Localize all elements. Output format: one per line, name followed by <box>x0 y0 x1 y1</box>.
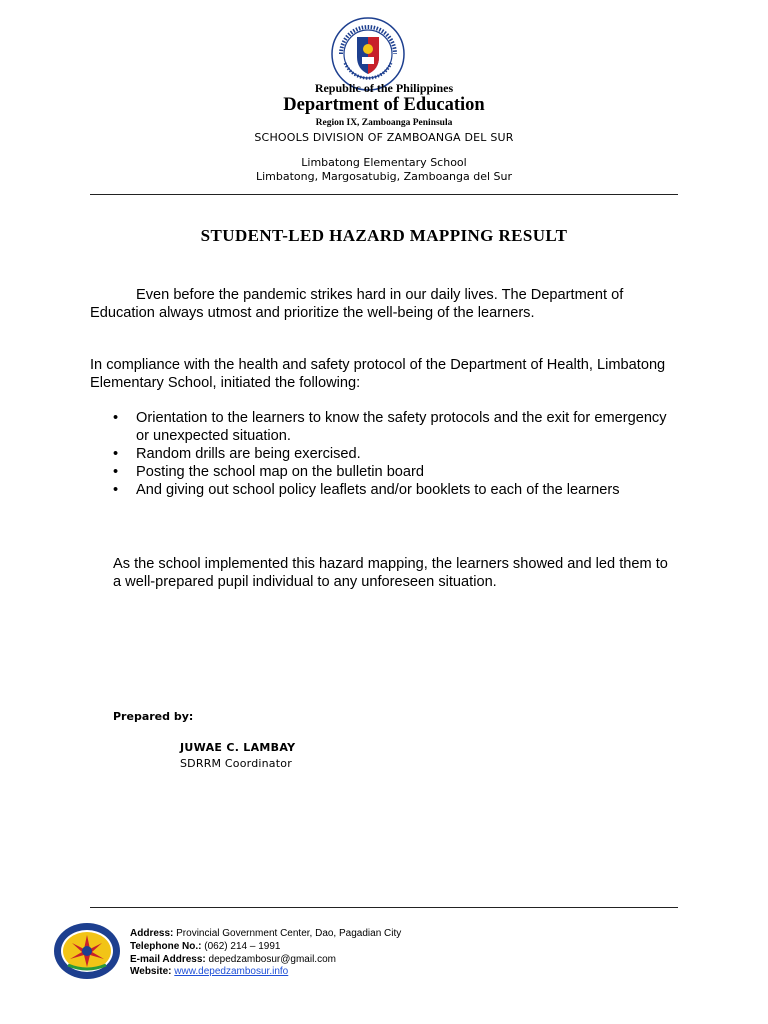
paragraph-intro <box>90 286 680 322</box>
phone-label: Telephone No.: <box>130 941 202 952</box>
department-name: Department of Education <box>283 95 485 115</box>
paragraph-intro-text: Even before the pandemic strikes hard in our daily lives. The Department of Education always utmost and prioritize the well-being of the learners. <box>90 287 624 321</box>
footer-website <box>130 965 288 978</box>
footer-phone <box>130 940 280 953</box>
website-label: Website: <box>130 966 172 977</box>
address-label: Address: <box>130 928 174 939</box>
signer-title: SDRRM Coordinator <box>180 757 292 770</box>
address-value: Provincial Government Center, Dao, Pagadian City <box>176 928 402 939</box>
header-divider <box>90 194 678 195</box>
signer-name: JUWAE C. LAMBAY <box>180 741 296 754</box>
prepared-by-label: Prepared by: <box>113 710 194 723</box>
bullet-icon: • <box>113 464 119 480</box>
phone-value: (062) 214 – 1991 <box>204 941 281 952</box>
paragraph-conclusion: As the school implemented this hazard mapping, the learners showed and led them to a well-prepared pupil individual to any unforeseen situation. <box>113 556 668 590</box>
bullet-icon: • <box>113 410 119 426</box>
footer-address <box>130 927 401 940</box>
region-line: Region IX, Zamboanga Peninsula <box>315 118 453 128</box>
website-link[interactable]: www.depedzambosur.info <box>174 966 289 977</box>
bullet-icon: • <box>113 446 119 462</box>
measures-list <box>113 409 673 499</box>
list-item <box>113 463 673 481</box>
list-item <box>113 409 673 445</box>
division-logo <box>52 921 122 981</box>
list-item <box>113 445 673 463</box>
republic-line: Republic of the Philippines <box>314 81 454 95</box>
list-item-text: Orientation to the learners to know the safety protocols and the exit for emergency or unexpected situation. <box>136 410 667 444</box>
list-item-text: And giving out school policy leaflets and/or booklets to each of the learners <box>136 482 620 498</box>
list-item <box>113 481 673 499</box>
list-item-text: Posting the school map on the bulletin board <box>136 464 425 480</box>
school-address: Limbatong, Margosatubig, Zamboanga del Sur <box>255 170 513 183</box>
paragraph-compliance: In compliance with the health and safety protocol of the Department of Health, Limbatong Elementary School, initiated the following: <box>90 357 666 391</box>
list-item-text: Random drills are being exercised. <box>136 446 361 462</box>
email-label: E-mail Address: <box>130 954 206 965</box>
division-line: SCHOOLS DIVISION OF ZAMBOANGA DEL SUR <box>254 131 514 144</box>
deped-seal-logo <box>331 17 405 91</box>
bullet-icon: • <box>113 482 119 498</box>
document-title: STUDENT-LED HAZARD MAPPING RESULT <box>200 226 568 245</box>
email-value: depedzambosur@gmail.com <box>208 954 336 965</box>
school-name: Limbatong Elementary School <box>301 156 467 169</box>
footer-divider <box>90 907 678 908</box>
